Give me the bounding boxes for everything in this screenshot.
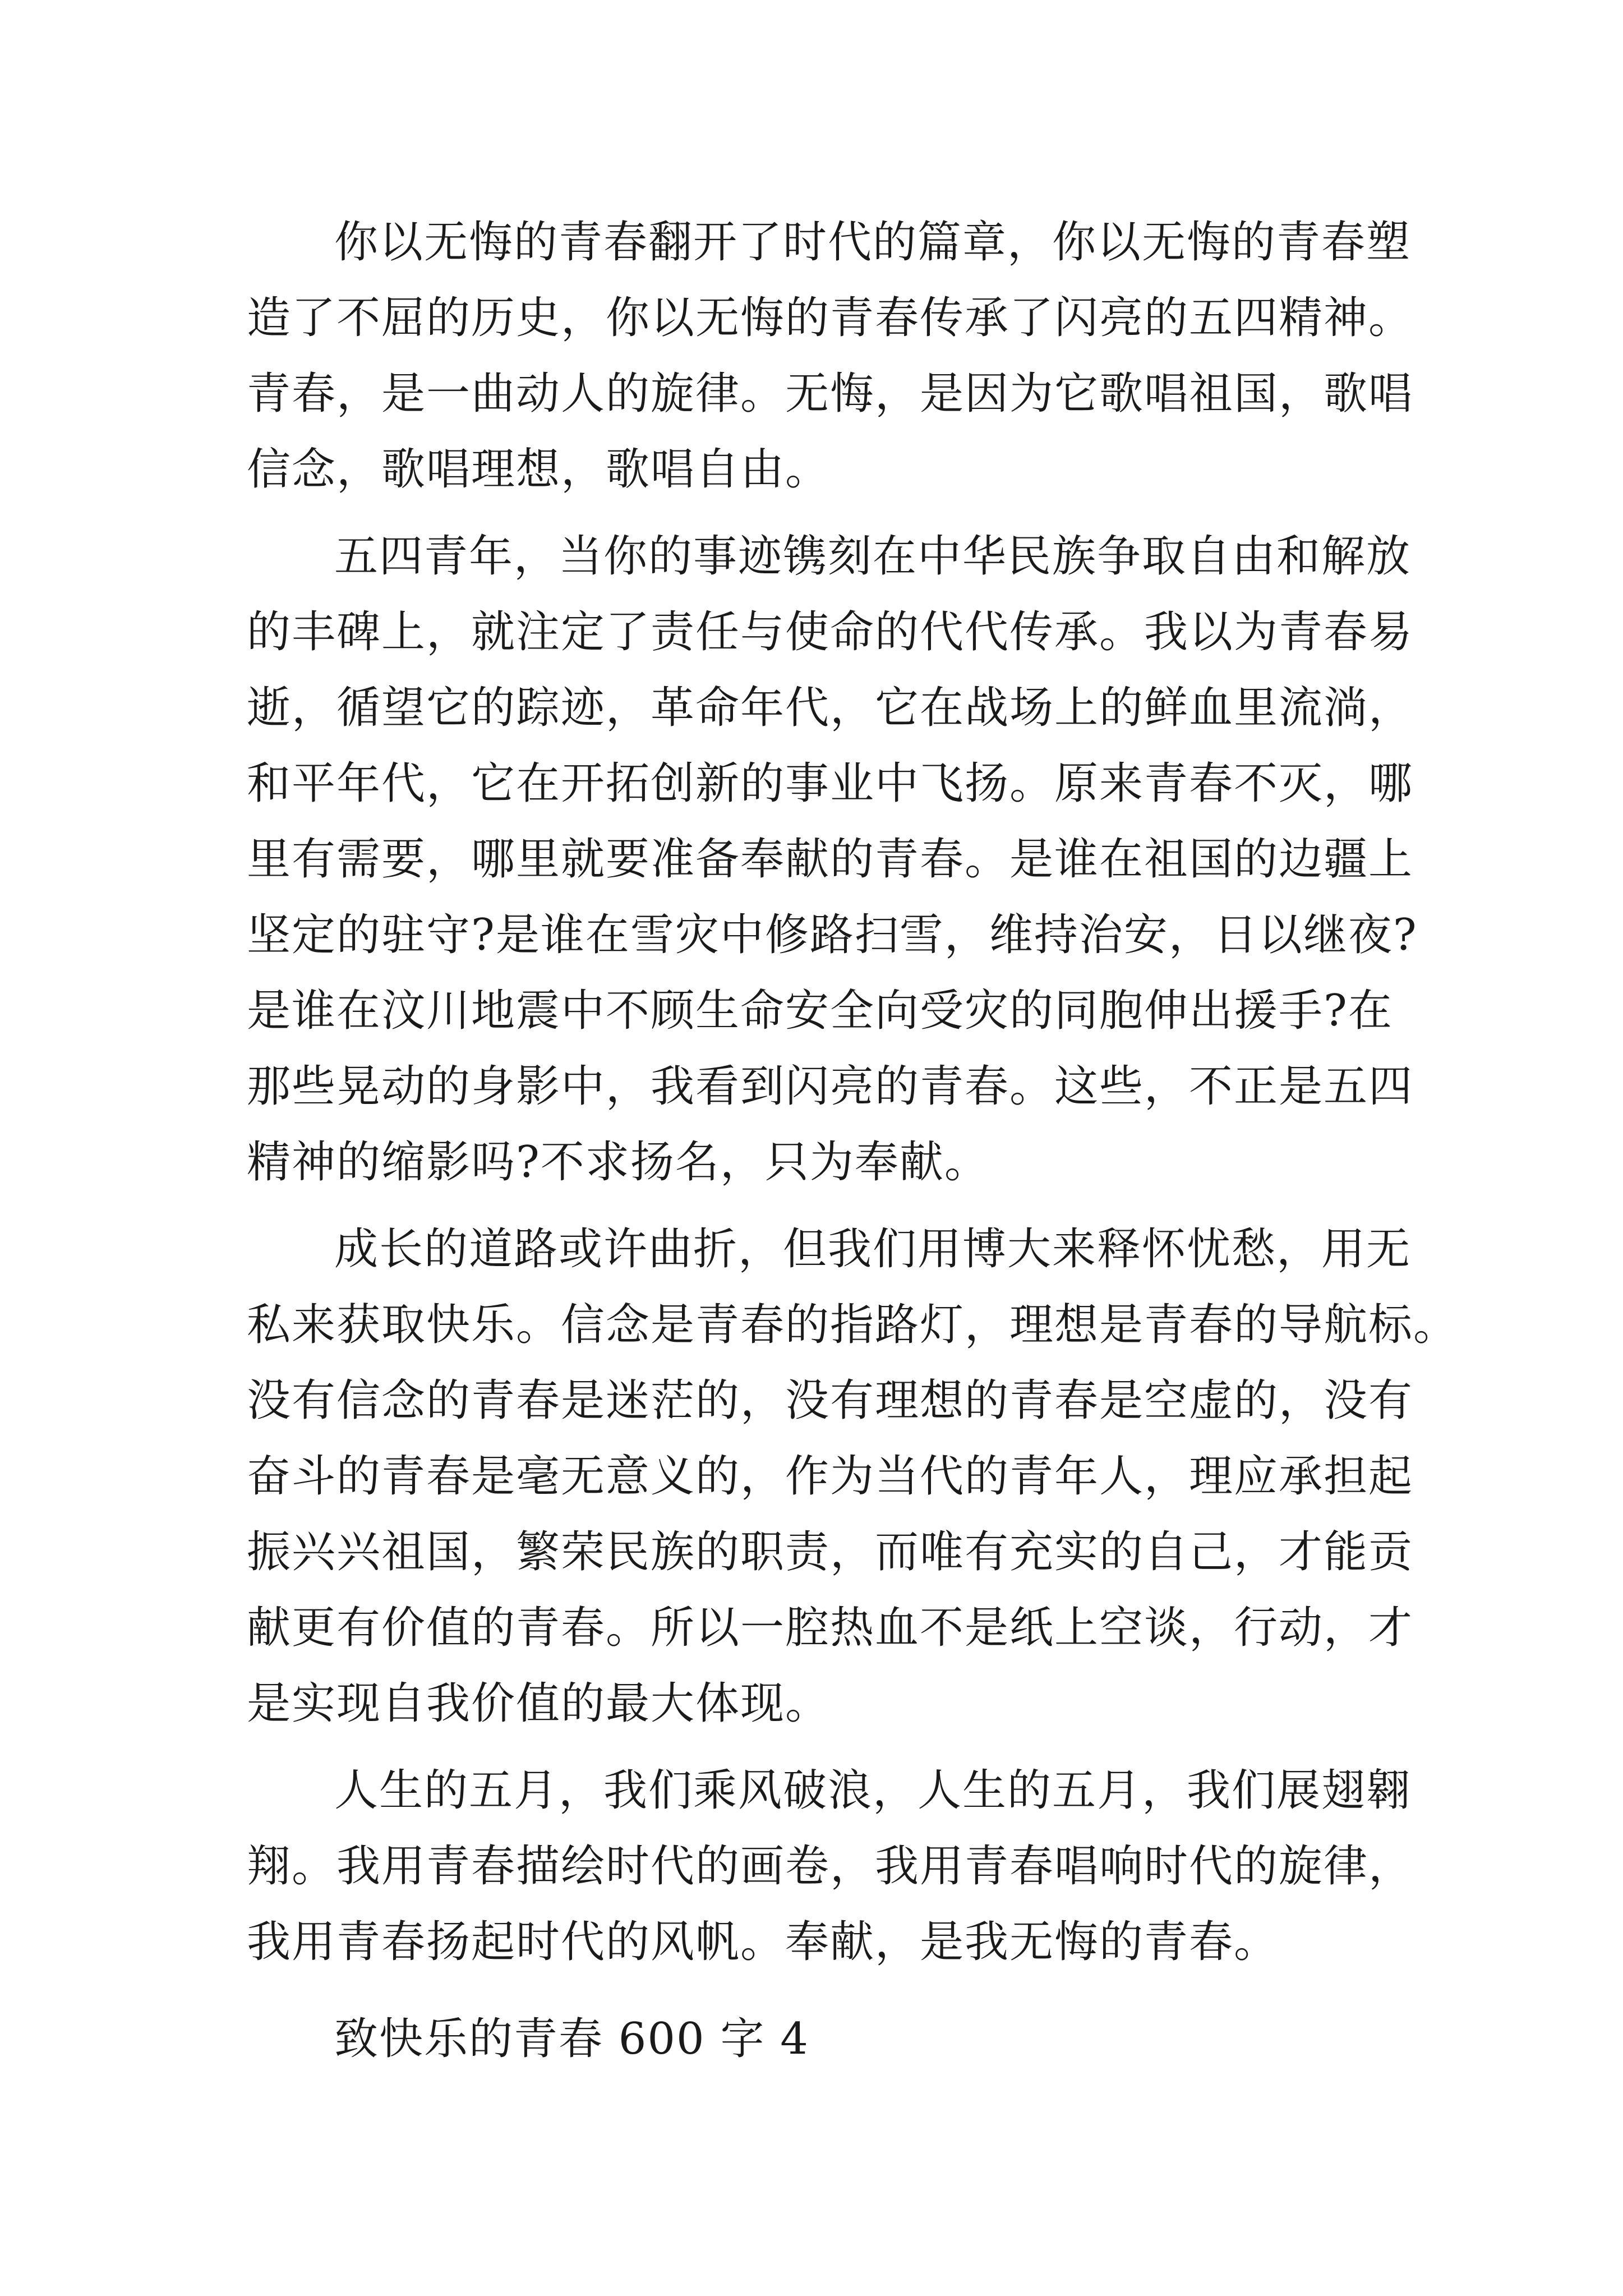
text-line: 青春，是一曲动人的旋律。无悔，是因为它歌唱祖国，歌唱 [247, 369, 1414, 419]
text-line: 五四青年，当你的事迹镌刻在中华民族争取自由和解放 [334, 531, 1412, 582]
text-line: 造了不屈的历史，你以无悔的青春传承了闪亮的五四精神。 [247, 293, 1414, 343]
paragraph [247, 519, 1418, 1200]
paragraph-gap [247, 1200, 1391, 1212]
text-line: 和平年代，它在开拓创新的事业中飞扬。原来青春不灭，哪 [247, 758, 1414, 809]
paragraph-gap [247, 1742, 1391, 1753]
text-line: 没有信念的青春是迷茫的，没有理想的青春是空虚的，没有 [247, 1375, 1414, 1426]
text-line: 振兴兴祖国，繁荣民族的职责，而唯有充实的自己，才能贡 [247, 1527, 1414, 1577]
text-line: 信念，歌唱理想，歌唱自由。 [247, 444, 831, 495]
paragraph [247, 205, 1414, 508]
paragraph-gap [247, 508, 1391, 519]
paragraph [247, 1212, 1459, 1742]
text-line: 里有需要，哪里就要准备奉献的青春。是谁在祖国的边疆上 [247, 834, 1414, 885]
text-line: 是实现自我价值的最大体现。 [247, 1678, 831, 1729]
text-line: 那些晃动的身影中，我看到闪亮的青春。这些，不正是五四 [247, 1061, 1414, 1112]
text-line: 逝，循望它的踪迹，革命年代，它在战场上的鲜血里流淌， [247, 683, 1414, 733]
text-line: 坚定的驻守?是谁在雪灾中修路扫雪，维持治安，日以继夜? [247, 910, 1418, 960]
section-heading: 致快乐的青春 600 字 4 [334, 2014, 809, 2064]
text-line: 的丰碑上，就注定了责任与使命的代代传承。我以为青春易 [247, 607, 1414, 657]
text-line: 精神的缩影吗?不求扬名，只为奉献。 [247, 1137, 989, 1188]
text-line: 奋斗的青春是毫无意义的，作为当代的青年人，理应承担起 [247, 1451, 1414, 1502]
paragraph [247, 1753, 1414, 1980]
text-line: 私来获取快乐。信念是青春的指路灯，理想是青春的导航标。 [247, 1300, 1459, 1350]
text-line: 你以无悔的青春翻开了时代的篇章，你以无悔的青春塑 [334, 217, 1412, 268]
text-line: 是谁在汶川地震中不顾生命安全向受灾的同胞伸出援手?在 [247, 986, 1393, 1036]
text-line: 人生的五月，我们乘风破浪，人生的五月，我们展翅翱 [334, 1765, 1412, 1816]
text-line: 献更有价值的青春。所以一腔热血不是纸上空谈，行动，才 [247, 1603, 1414, 1653]
text-line: 成长的道路或许曲折，但我们用博大来释怀忧愁，用无 [334, 1224, 1412, 1274]
document-body [247, 205, 1459, 2077]
text-line: 我用青春扬起时代的风帆。奉献，是我无悔的青春。 [247, 1917, 1279, 1967]
text-line: 翔。我用青春描绘时代的画卷，我用青春唱响时代的旋律， [247, 1841, 1414, 1892]
